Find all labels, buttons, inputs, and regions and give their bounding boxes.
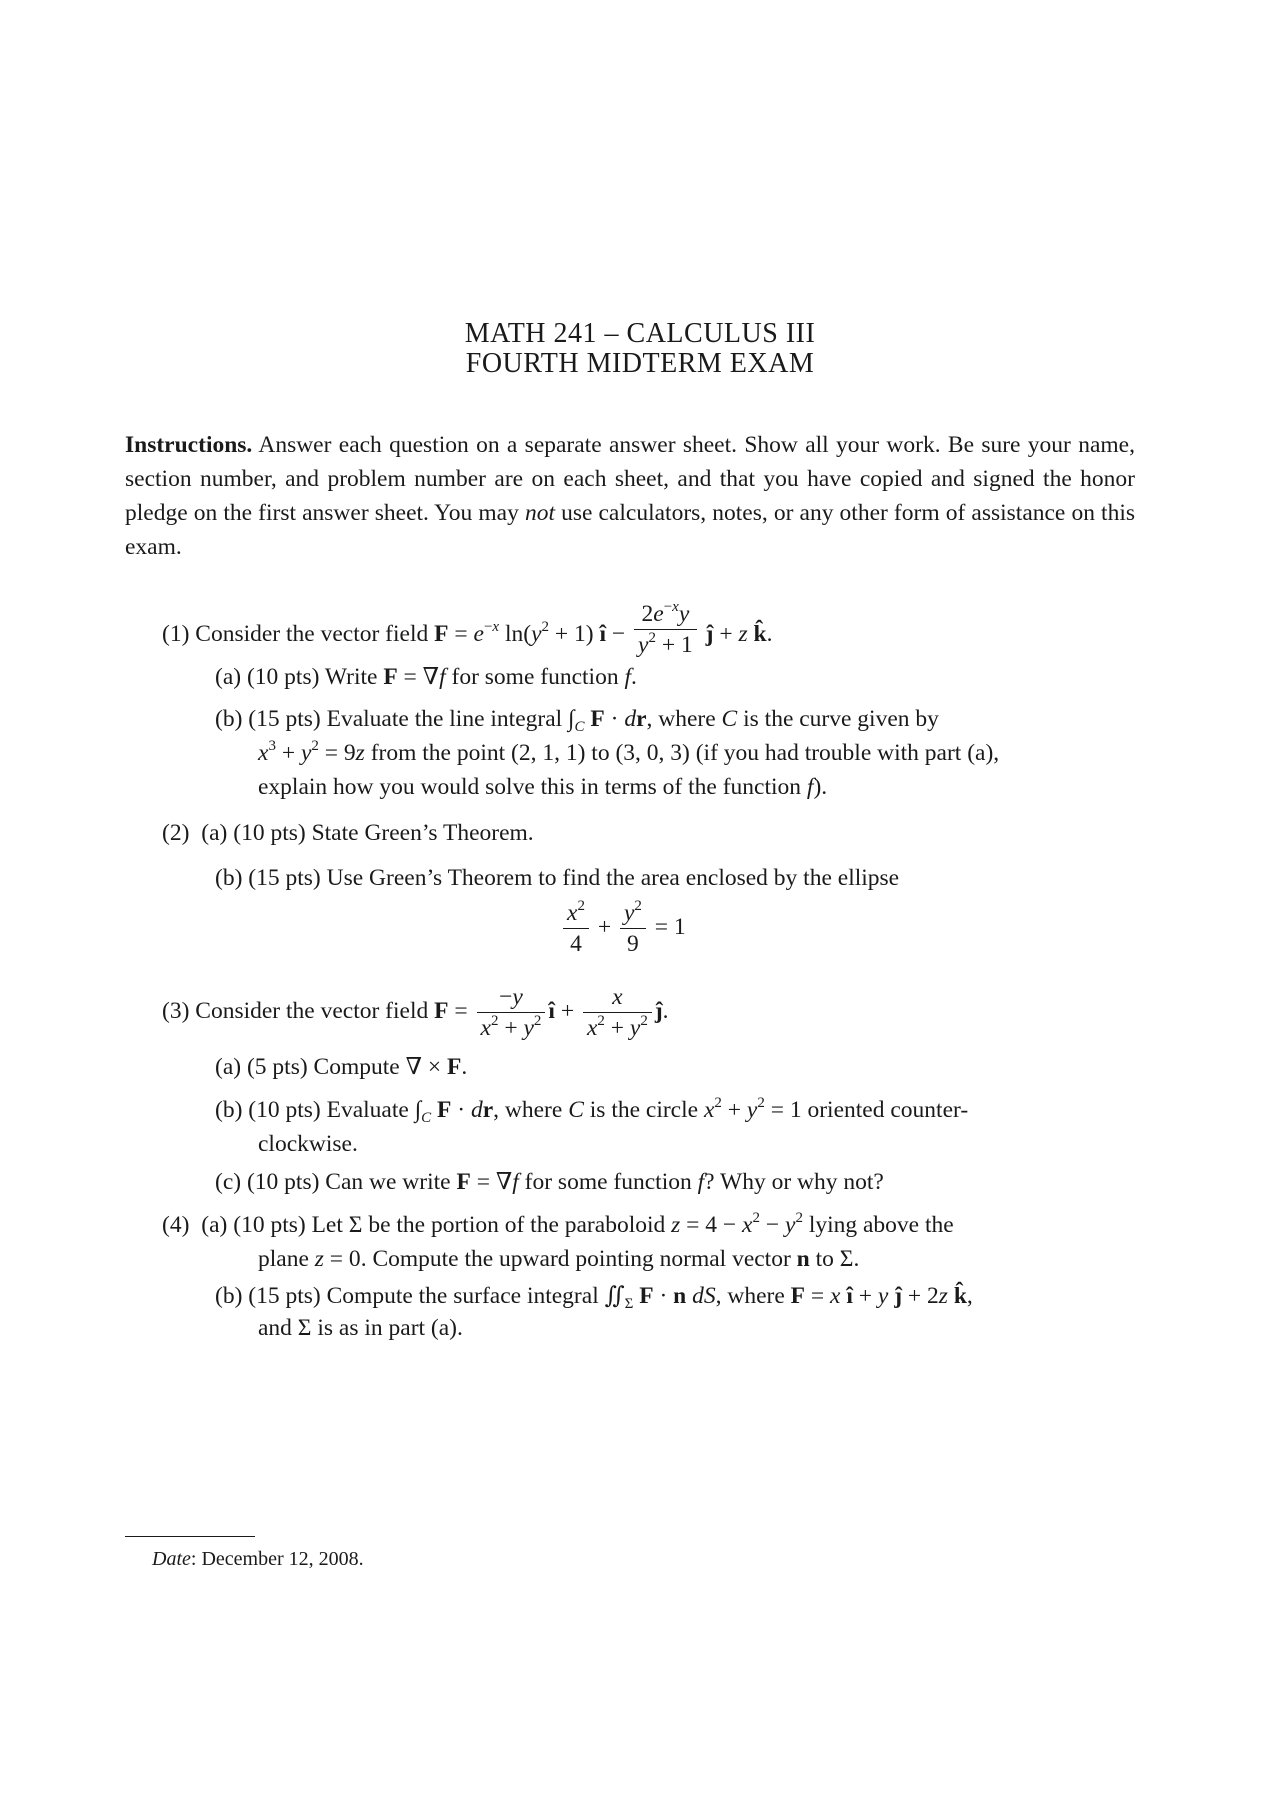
problem-1-statement [162,599,773,666]
problem-4a-tail: lying above the [808,1212,954,1238]
problem-4a-line-2-end: to Σ. [815,1246,860,1272]
instructions-text-2: use calculators, notes, or any other form of assistance on this exam. [125,500,1136,560]
exam-date [152,1548,364,1571]
problem-3b-circle: $x^2 + y^2 = 1$ [703,1095,802,1123]
problem-1a-label: (a) [215,664,242,690]
problem-2a-text: State Green’s Theorem. [311,820,534,846]
problem-2b-ellipse-equation: $\frac{x^2}{4}$ + $\frac{y^2}{9}$ = 1 [560,898,686,959]
problem-3b-line-1 [215,1097,968,1124]
problem-3-number: (3) [162,997,190,1024]
ellipse-x-term: $\frac{x^2}{4}$ [563,898,589,959]
date-label: Date [152,1548,191,1570]
problem-1-intro: Consider the vector field [195,620,429,647]
problem-1b-integral: $\int_C$ F · dr [568,706,647,735]
problem-1b-points: (15 pts) [248,706,321,732]
problem-2a-label: (a) [201,820,228,846]
i-hat-symbol: î [548,997,555,1024]
problem-3a [215,1052,467,1081]
problem-4a-line-2 [258,1246,859,1273]
problem-1b-tail-2: is the curve given by [743,706,939,732]
problem-1b-line-1 [215,706,939,733]
problem-1a-formula: F = ∇f [383,664,446,690]
problem-2b-text: Use Green’s Theorem to find the area enclosed by the ellipse [326,865,900,891]
problem-3a-label: (a) [215,1054,242,1080]
problem-1b-curve-equation: $x^3 + y^2 = 9z$ [258,738,365,766]
problem-2-number: (2) [162,820,190,846]
problem-4b-points: (15 pts) [248,1283,321,1309]
instructions-paragraph [125,428,1135,564]
problem-3c-text: Can we write [325,1169,451,1195]
problem-3b-curve-name: C [568,1097,584,1123]
problem-1-fraction: $\frac{2e^{-x}y}{y^2 + 1}$ [634,599,697,660]
normal-vector-symbol: n [796,1246,810,1272]
problem-1a-text: Write [324,664,378,690]
problem-2a [162,820,534,847]
ellipse-y-term: $\frac{y^2}{9}$ [620,898,646,959]
problem-4a-paraboloid: $z = 4 - x^2 - y^2$ [671,1210,803,1238]
problem-3a-text: Compute [313,1054,400,1080]
problem-3-intro: Consider the vector field [195,997,429,1024]
problem-4b-line-2: and Σ is as in part (a). [258,1315,463,1341]
problem-3b-text: Evaluate [326,1097,409,1123]
problem-4a-plane-equation: z = 0 [314,1246,361,1272]
problem-2b-points: (15 pts) [248,865,321,891]
problem-3b-tail-1: , where [493,1097,563,1123]
problem-1a-points: (10 pts) [246,664,320,690]
problem-3a-points: (5 pts) [246,1054,308,1080]
exam-title-line-1: MATH 241 – CALCULUS III [464,318,816,349]
problem-4b-field: F = x î + y ĵ + 2z k̂, [790,1283,973,1309]
problem-1b-line-3: explain how you would solve this in terms of the function f). [258,774,828,800]
problem-4a-plane-word: plane [258,1246,309,1272]
problem-3c-function: f [697,1169,705,1195]
problem-4a-text: Let Σ be the portion of the paraboloid [311,1212,666,1238]
problem-3b-line-2: clockwise. [258,1131,358,1157]
problem-4b-surface-integral: $∬_\Sigma$ F · n dS [604,1283,716,1312]
problem-1a-tail: for some function [451,664,619,690]
problem-4b-tail: , where [715,1283,785,1309]
problem-2b-label: (b) [215,865,243,891]
footnote-rule [125,1536,255,1537]
problem-3b-points: (10 pts) [248,1097,321,1123]
problem-1b-line-3-text: explain how you would solve this in terms of the function [258,774,802,800]
problem-1b-text: Evaluate the line integral [326,706,563,732]
instructions-label: Instructions. [125,432,253,458]
j-hat-symbol: ĵ [654,997,663,1024]
problem-3-field-lhs: F = [434,997,468,1024]
problem-4a-points: (10 pts) [233,1212,306,1238]
problem-3c-tail: for some function [524,1169,692,1195]
problem-4a-label: (a) [201,1212,228,1238]
problem-3c-points: (10 pts) [246,1169,320,1195]
problem-3b-tail-2: is the circle [589,1097,699,1123]
problem-4b-line-1 [215,1281,973,1310]
instructions-text-1: Answer each question on a separate answer sheet. Show all your work. Be sure your name, section number, and problem number are on each sheet, and that you have copied and signed the honor pledge on the first answer sheet. You may [125,432,1135,526]
problem-3-fraction-2: $\frac{x}{x^2 + y^2}$ [583,982,652,1043]
problem-3b-integral: $\int_C$ F · dr [414,1097,494,1126]
problem-4-number: (4) [162,1212,190,1238]
problem-4b-label: (b) [215,1283,243,1309]
problem-1-number: (1) [162,620,190,647]
problem-3a-curl: ∇ × F. [405,1054,468,1080]
problem-4b-text: Compute the surface integral [326,1283,599,1309]
problem-3c-tail-2: ? Why or why not? [704,1169,884,1195]
problem-3b-label: (b) [215,1097,243,1123]
date-value: : December 12, 2008. [190,1548,364,1570]
problem-1b-line-2-text: from the point (2, 1, 1) to (3, 0, 3) (if you had trouble with part (a), [370,740,1000,766]
problem-1a-function: f [624,664,631,690]
problem-1b-label: (b) [215,706,243,732]
problem-3c [215,1167,884,1196]
problem-1a: (a) (10 pts) Write F = ∇f for some function f. [215,664,637,690]
exam-title-line-2: FOURTH MIDTERM EXAM [465,348,815,379]
problem-3c-label: (c) [215,1169,242,1195]
problem-1-field-tail: ĵ + z k̂. [705,620,773,647]
problem-4a-line-2-text: . Compute the upward pointing normal vector [360,1246,791,1272]
problem-1-field-formula: $F = e^{-x}$ $\ln(y^2 + 1)$ î − [434,618,626,647]
problem-1b-function: f [806,774,814,800]
problem-3-fraction-1: $\frac{-y}{x^2 + y^2}$ [477,982,546,1043]
problem-1b-curve-name: C [721,706,738,732]
problem-1b-line-2 [258,740,999,767]
problem-2b [215,865,899,892]
problem-2a-points: (10 pts) [233,820,306,846]
instructions-emphasis: not [524,500,555,526]
problem-3c-formula: F = ∇f [456,1169,519,1195]
problem-1b-tail-1: , where [646,706,716,732]
problem-3-statement: (3) Consider the vector field F = $\frac{-y}{x^2 + y^2}$ î + $\frac{x}{x^2 + y^2}$ ĵ. [162,984,669,1041]
problem-4a-line-1 [162,1212,954,1239]
problem-3b-tail-3: oriented counter- [807,1097,969,1123]
